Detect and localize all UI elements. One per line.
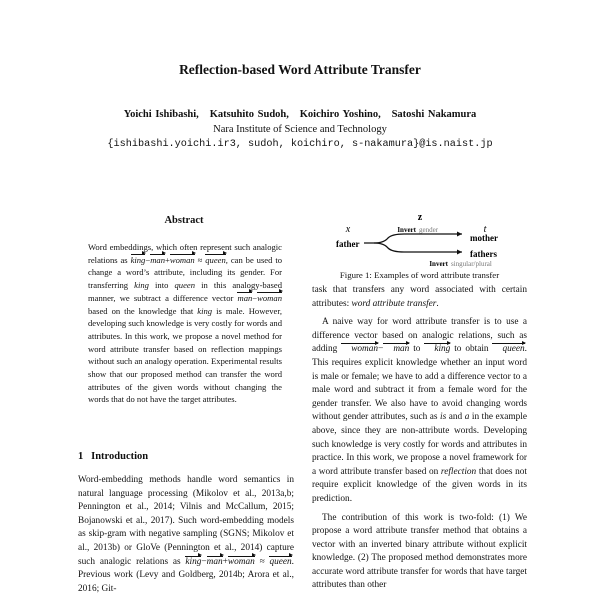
- vector-king: king: [130, 254, 146, 265]
- vector-man: man: [150, 254, 166, 265]
- affiliation: Nara Institute of Science and Technology: [213, 124, 387, 135]
- author-name: Satoshi Nakamura: [391, 109, 477, 120]
- figure-caption: Figure 1: Examples of word attribute transfer: [339, 270, 500, 280]
- figure-arrow-gender: [364, 234, 462, 243]
- author-list: [0, 109, 600, 120]
- vector-woman: woman: [169, 254, 195, 265]
- figure-attribute-number: singular/plural: [451, 260, 492, 268]
- vector-woman: woman: [341, 343, 378, 357]
- vector-man: man: [383, 343, 409, 357]
- introduction-body: Word-embedding methods handle word semantics in natural language processing (Mikolov et al., 2013a,b; Pennington et al., 2014; Vilnis and McCallum, 2015; Bojanowski et al., 2017). Such word-embedding models as skip-gram with negative sampling (SGNS; Mikolov et al., 2013b) or GloVe (Pennington et al., 2014) capture such analogic relations as king−man+woman ≈ queen. Previous work (Levy and Goldberg, 2014b; Arora et al., 2016; Git-: [78, 475, 294, 594]
- author-emails: {ishibashi.yoichi.ir3, sudoh, koichiro, s-nakamura}@is.naist.jp: [107, 139, 493, 150]
- figure-label-t: t: [483, 224, 487, 235]
- abstract-heading: Abstract: [164, 215, 204, 226]
- vector-man: man: [207, 556, 223, 570]
- arrowhead-icon: [457, 250, 462, 255]
- figure-label-z: z: [417, 212, 423, 223]
- vector-queen: queen: [269, 556, 291, 570]
- author-name: Koichiro Yoshino,: [299, 109, 381, 120]
- figure-word-mother: mother: [470, 233, 498, 243]
- figure-arrow-number: [374, 243, 462, 252]
- figure-word-fathers: fathers: [470, 249, 497, 259]
- author-name: Yoichi Ishibashi,: [123, 109, 199, 120]
- figure-invert-label: Invert: [429, 260, 448, 268]
- vector-queen: queen: [205, 254, 226, 265]
- abstract-body: Word embeddings, which often represent such analogic relations as king−man+woman ≈ queen, can be used to change a word’s attribute, including its gender. For transferring king into queen in this analogy-based manner, we subtract a difference vector man−woman based on the knowledge that king is male. However, developing such knowledge is very costly for words and attributes. In this work, we propose a novel method for word attribute transfer based on reflection mappings without such an analogy operation. Experimental results show that our proposed method can transfer the word attributes of the given words without changing the words that do not have the target attributes.: [88, 242, 282, 405]
- vector-woman: woman: [257, 292, 282, 303]
- arrowhead-icon: [457, 232, 462, 237]
- figure-invert-label: Invert: [397, 226, 416, 234]
- vector-queen: queen: [492, 343, 524, 357]
- vector-king: king: [424, 343, 450, 357]
- vector-man: man: [237, 292, 253, 303]
- figure-label-x: x: [345, 224, 351, 235]
- paper-title: Reflection-based Word Attribute Transfer: [179, 62, 421, 77]
- section-heading-introduction: 1 Introduction: [78, 451, 149, 462]
- right-column-body: task that transfers any word associated with certain attributes: word attribute transfer. A naive way for word attribute transfer is to use a difference vector based on analogic relations, such as adding woman− man to king to obtain queen. This requires explicit knowledge whether an input word is male or female; we have to add a difference vector to a male word and subtract it from a female word for the gender transfer. We also have to avoid changing words without gender attributes, such as is and a in the example above, since they are non-attribute words. Developing such knowledge is very costly for words and attributes in practice. In this work, we propose a novel framework for a word attribute transfer based on reflection that does not require explicit knowledge of the given words in its prediction. The contribution of this work is two-fold: (1) We propose a word attribute transfer method that obtains a vector with an inverted binary attribute without explicit knowledge. (2) The proposed method demonstrates more accurate word attribute transfer for words that have target attributes than other: [312, 285, 527, 591]
- figure-word-father: father: [336, 239, 360, 249]
- vector-king: king: [185, 556, 201, 570]
- author-name: Katsuhito Sudoh,: [209, 109, 289, 120]
- vector-woman: woman: [228, 556, 255, 570]
- figure-attribute-gender: gender: [419, 226, 439, 234]
